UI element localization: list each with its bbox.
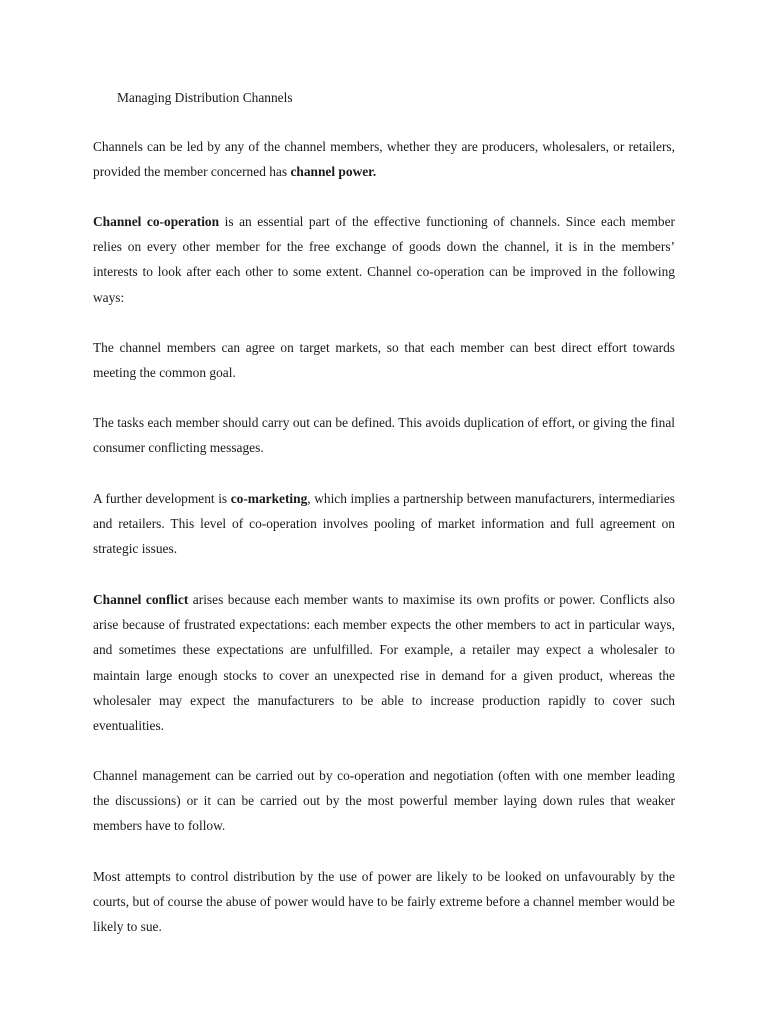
- paragraph-text: The tasks each member should carry out can be defined. This avoids duplication of effort, or giving the final consumer conflicting messages.: [93, 415, 675, 456]
- paragraph-text: A further development is: [93, 491, 231, 506]
- paragraph-text: Most attempts to control distribution by the use of power are likely to be looked on unfavourably by the courts, but of course the abuse of power would have to be fairly extreme before a channel member would be likely to sue.: [93, 869, 675, 935]
- paragraph-co-marketing: [93, 486, 675, 562]
- paragraph-text: The channel members can agree on target markets, so that each member can best direct effort towards meeting the common goal.: [93, 340, 675, 381]
- paragraph-channel-management: [93, 763, 675, 839]
- paragraph-text: arises because each member wants to maximise its own profits or power. Conflicts also arise because of frustrated expectations: each member expects the other members to act in particular ways, and sometimes these expectations are unfulfilled. For example, a retailer may expect a wholesaler to maintain large enough stocks to cover an unexpected rise in demand for a given product, whereas the wholesaler may expect the manufacturers to be able to increase production rapidly to cover such eventualities.: [93, 592, 676, 734]
- paragraph-channel-conflict: [93, 587, 675, 738]
- paragraph-text: Channel management can be carried out by co-operation and negotiation (often with one member leading the discussions) or it can be carried out by the most powerful member laying down rules that weaker members have to follow.: [93, 768, 675, 834]
- bold-term-co-marketing: co-marketing: [230, 491, 308, 506]
- paragraph-channel-leadership: [93, 134, 675, 184]
- bold-term-channel-cooperation: Channel co-operation: [93, 214, 220, 229]
- paragraph-control-by-power: [93, 864, 675, 940]
- paragraph-text: , which implies a partnership between manufacturers, intermediaries and retailers. This level of co-operation involves pooling of market information and full agreement on strategic issues.: [93, 491, 675, 557]
- bold-term-channel-conflict: Channel conflict: [93, 592, 189, 607]
- document-title: Managing Distribution Channels: [117, 90, 293, 105]
- paragraph-text: is an essential part of the effective functioning of channels. Since each member relies on every other member for the free exchange of goods down the channel, it is in the members’ interests to look after each other to some extent. Channel co-operation can be improved in the following ways:: [93, 214, 675, 305]
- paragraph-channel-cooperation: [93, 209, 675, 310]
- bold-term-channel-power: channel power.: [290, 164, 377, 180]
- paragraph-defined-tasks: [93, 410, 675, 460]
- paragraph-text: Channels can be led by any of the channel members, whether they are producers, wholesalers, or retailers, provided the member concerned has: [93, 139, 675, 180]
- paragraph-target-markets: [93, 335, 675, 385]
